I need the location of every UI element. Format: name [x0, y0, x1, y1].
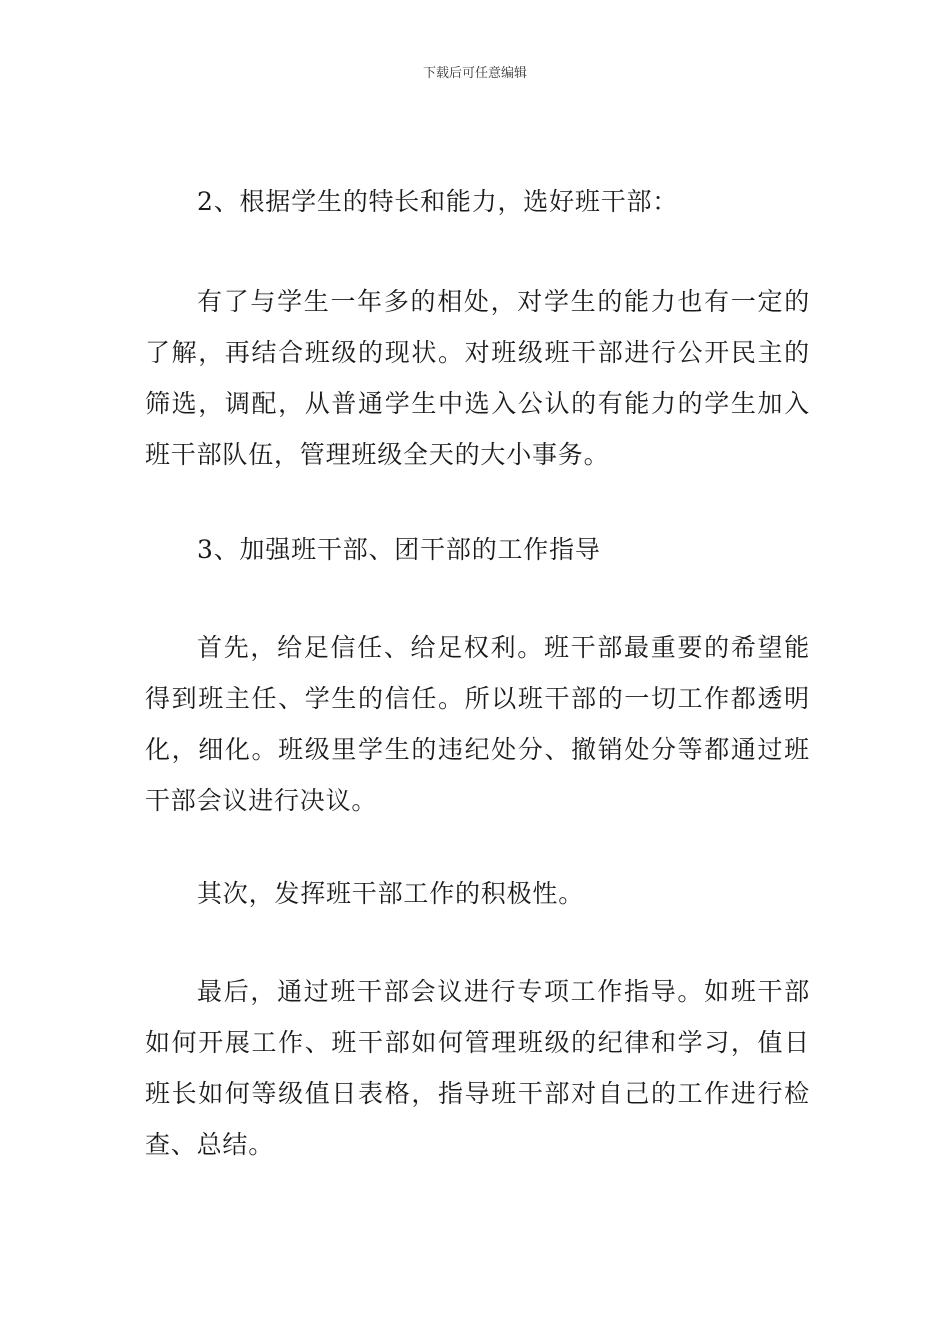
- page-header: 下载后可任意编辑: [422, 66, 527, 81]
- paragraph-section-2-heading: 2、根据学生的特长和能力，选好班干部：: [197, 187, 679, 216]
- paragraph-guidance: 最后，通过班干部会议进行专项工作指导。如班干部如何开展工作、班干部如何管理班级的纪律和学习，值日班长如何等级值日表格，指导班干部对自己的工作进行检查、总结。: [145, 977, 810, 1159]
- paragraph-cadre-selection: 有了与学生一年多的相处，对学生的能力也有一定的了解，再结合班级的现状。对班级班干部进行公开民主的筛选，调配，从普通学生中选入公认的有能力的学生加入班干部队伍，管理班级全天的大小事务。: [145, 287, 810, 469]
- paragraph-trust-and-rights: 首先，给足信任、给足权利。班干部最重要的希望能得到班主任、学生的信任。所以班干部的一切工作都透明化，细化。班级里学生的违纪处分、撤销处分等都通过班干部会议进行决议。: [145, 633, 810, 815]
- paragraph-enthusiasm: 其次，发挥班干部工作的积极性。: [197, 879, 585, 908]
- paragraph-section-3-heading: 3、加强班干部、团干部的工作指导: [197, 535, 601, 564]
